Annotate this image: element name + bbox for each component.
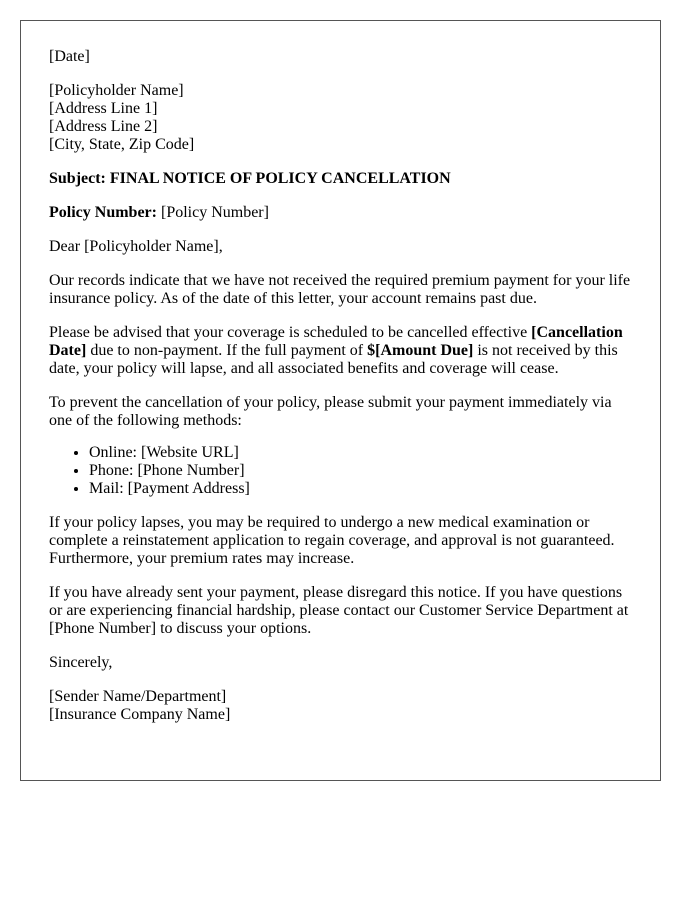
cancellation-text-2: due to non-payment. If the full payment of <box>86 342 368 359</box>
paragraph-cancellation <box>49 324 632 378</box>
policy-number-value: [Policy Number] <box>160 204 269 221</box>
paragraph-contact: If you have already sent your payment, please disregard this notice. If you have questions or are experiencing financial hardship, please contact our Customer Service Department at [Phone Number] to discuss your options. <box>49 584 629 637</box>
paragraph-past-due: Our records indicate that we have not received the required premium payment for your life insurance policy. As of the date of this letter, your account remains past due. <box>49 272 631 307</box>
company-name: [Insurance Company Name] <box>49 706 231 723</box>
payment-method-online: • Online: [Website URL] <box>89 444 632 462</box>
payment-methods-list <box>49 444 632 498</box>
cancellation-text-3: is not received by this date, your policy will lapse, and all associated benefits and coverage will cease. <box>49 342 618 377</box>
paragraph-lapse-consequences: If your policy lapses, you may be required to undergo a new medical examination or complete a reinstatement application to regain coverage, and approval is not guaranteed. Furthermore, your premium rates may increase. <box>49 514 615 567</box>
sender-name: [Sender Name/Department] <box>49 688 227 705</box>
cancellation-text-1: Please be advised that your coverage is scheduled to be cancelled effective <box>49 324 532 341</box>
payment-method-mail: • Mail: [Payment Address] <box>89 480 632 498</box>
closing: Sincerely, <box>49 654 113 671</box>
policy-number-label: Policy Number: <box>49 204 157 221</box>
policy-number-line <box>49 204 632 222</box>
subject-text: FINAL NOTICE OF POLICY CANCELLATION <box>109 170 451 187</box>
cancellation-date: [Cancellation Date] <box>49 324 623 359</box>
paragraph-payment-intro: To prevent the cancellation of your policy, please submit your payment immediately via one of the following methods: <box>49 394 612 429</box>
subject-line <box>49 170 632 188</box>
recipient-address-line-2: [Address Line 2] <box>49 118 158 135</box>
recipient-address <box>49 82 632 154</box>
payment-method-phone: • Phone: [Phone Number] <box>89 462 632 480</box>
recipient-city-state-zip: [City, State, Zip Code] <box>49 136 195 153</box>
amount-due: $[Amount Due] <box>367 342 474 359</box>
letter-date: [Date] <box>49 48 90 65</box>
recipient-address-line-1: [Address Line 1] <box>49 100 158 117</box>
signature-block <box>49 688 632 724</box>
salutation: Dear [Policyholder Name], <box>49 238 223 255</box>
recipient-name: [Policyholder Name] <box>49 82 184 99</box>
letter-page <box>20 20 661 781</box>
subject-label: Subject: <box>49 170 106 187</box>
